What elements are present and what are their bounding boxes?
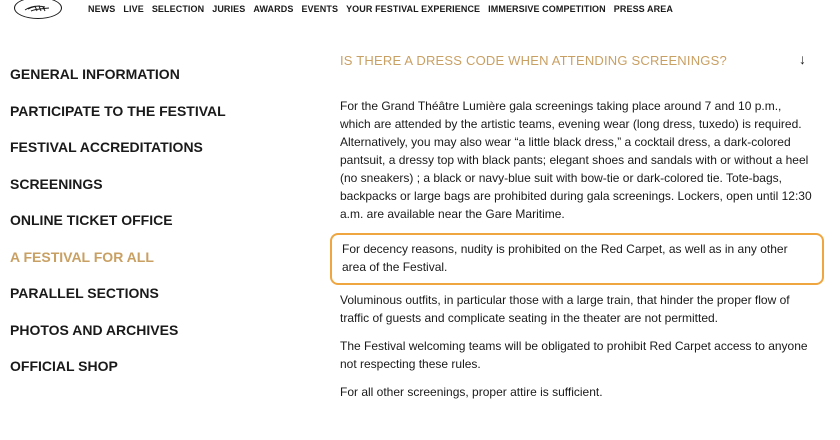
faq-question-row[interactable] <box>340 52 812 70</box>
nav-item-immersive-competition[interactable]: IMMERSIVE COMPETITION <box>488 4 606 14</box>
sidebar-item-screenings[interactable]: SCREENINGS <box>10 175 103 192</box>
nav-item-festival-experience[interactable]: YOUR FESTIVAL EXPERIENCE <box>346 4 481 14</box>
faq-answer-paragraph: Voluminous outfits, in particular those with a large train, that hinder the proper flow of traffic of guests and complicate seating in the theater are not permitted. <box>340 293 790 325</box>
highlight-box <box>330 233 824 285</box>
main-nav <box>88 4 681 14</box>
nav-item-selection[interactable]: SELECTION <box>151 4 205 14</box>
palm-logo[interactable] <box>14 0 62 19</box>
palm-icon <box>23 2 53 14</box>
sidebar-item-festival-for-all[interactable]: A FESTIVAL FOR ALL <box>10 248 154 265</box>
sidebar-item-participate[interactable]: PARTICIPATE TO THE FESTIVAL <box>10 102 226 119</box>
faq-answer-paragraph: For decency reasons, nudity is prohibited on the Red Carpet, as well as in any other area of the Festival. <box>342 242 788 274</box>
sidebar-item-photos-archives[interactable]: PHOTOS AND ARCHIVES <box>10 321 179 338</box>
faq-panel <box>340 52 812 401</box>
sidebar-item-general-information[interactable]: GENERAL INFORMATION <box>10 66 180 82</box>
nav-item-news[interactable]: NEWS <box>88 4 116 14</box>
nav-item-press-area[interactable]: PRESS AREA <box>613 4 673 14</box>
nav-item-events[interactable]: EVENTS <box>301 4 339 14</box>
faq-answer-paragraph: For the Grand Théâtre Lumière gala screenings taking place around 7 and 10 p.m., which are attended by the artistic teams, evening wear (long dress, tuxedo) is required. Alternatively, you may also wear “a little black dress,” a cocktail dress, a dark-colored pantsuit, a dressy top with black pants; elegant shoes and sandals with or without a heel (no sneakers) ; a black or navy-blue suit with bow-tie or dark-colored tie. Tote-bags, backpacks or large bags are prohibited during gala screenings. Lockers, open until 12:30 a.m. are available near the Gare Maritime. <box>340 99 812 221</box>
faq-answer-paragraph: The Festival welcoming teams will be obligated to prohibit Red Carpet access to anyone not respecting these rules. <box>340 339 808 371</box>
faq-question[interactable]: IS THERE A DRESS CODE WHEN ATTENDING SCREENINGS? <box>340 53 727 68</box>
nav-item-juries[interactable]: JURIES <box>212 4 246 14</box>
sidebar-item-parallel-sections[interactable]: PARALLEL SECTIONS <box>10 285 159 301</box>
faq-answer-paragraph: For all other screenings, proper attire is sufficient. <box>340 385 603 399</box>
sidebar-item-accreditations[interactable]: FESTIVAL ACCREDITATIONS <box>10 139 203 155</box>
nav-item-live[interactable]: LIVE <box>123 4 144 14</box>
arrow-down-icon[interactable]: ↓ <box>799 51 806 67</box>
top-navigation-bar <box>0 0 840 22</box>
sidebar-menu <box>10 66 226 395</box>
nav-item-awards[interactable]: AWARDS <box>253 4 294 14</box>
sidebar-item-official-shop[interactable]: OFFICIAL SHOP <box>10 358 118 374</box>
sidebar-item-ticket-office[interactable]: ONLINE TICKET OFFICE <box>10 212 173 228</box>
